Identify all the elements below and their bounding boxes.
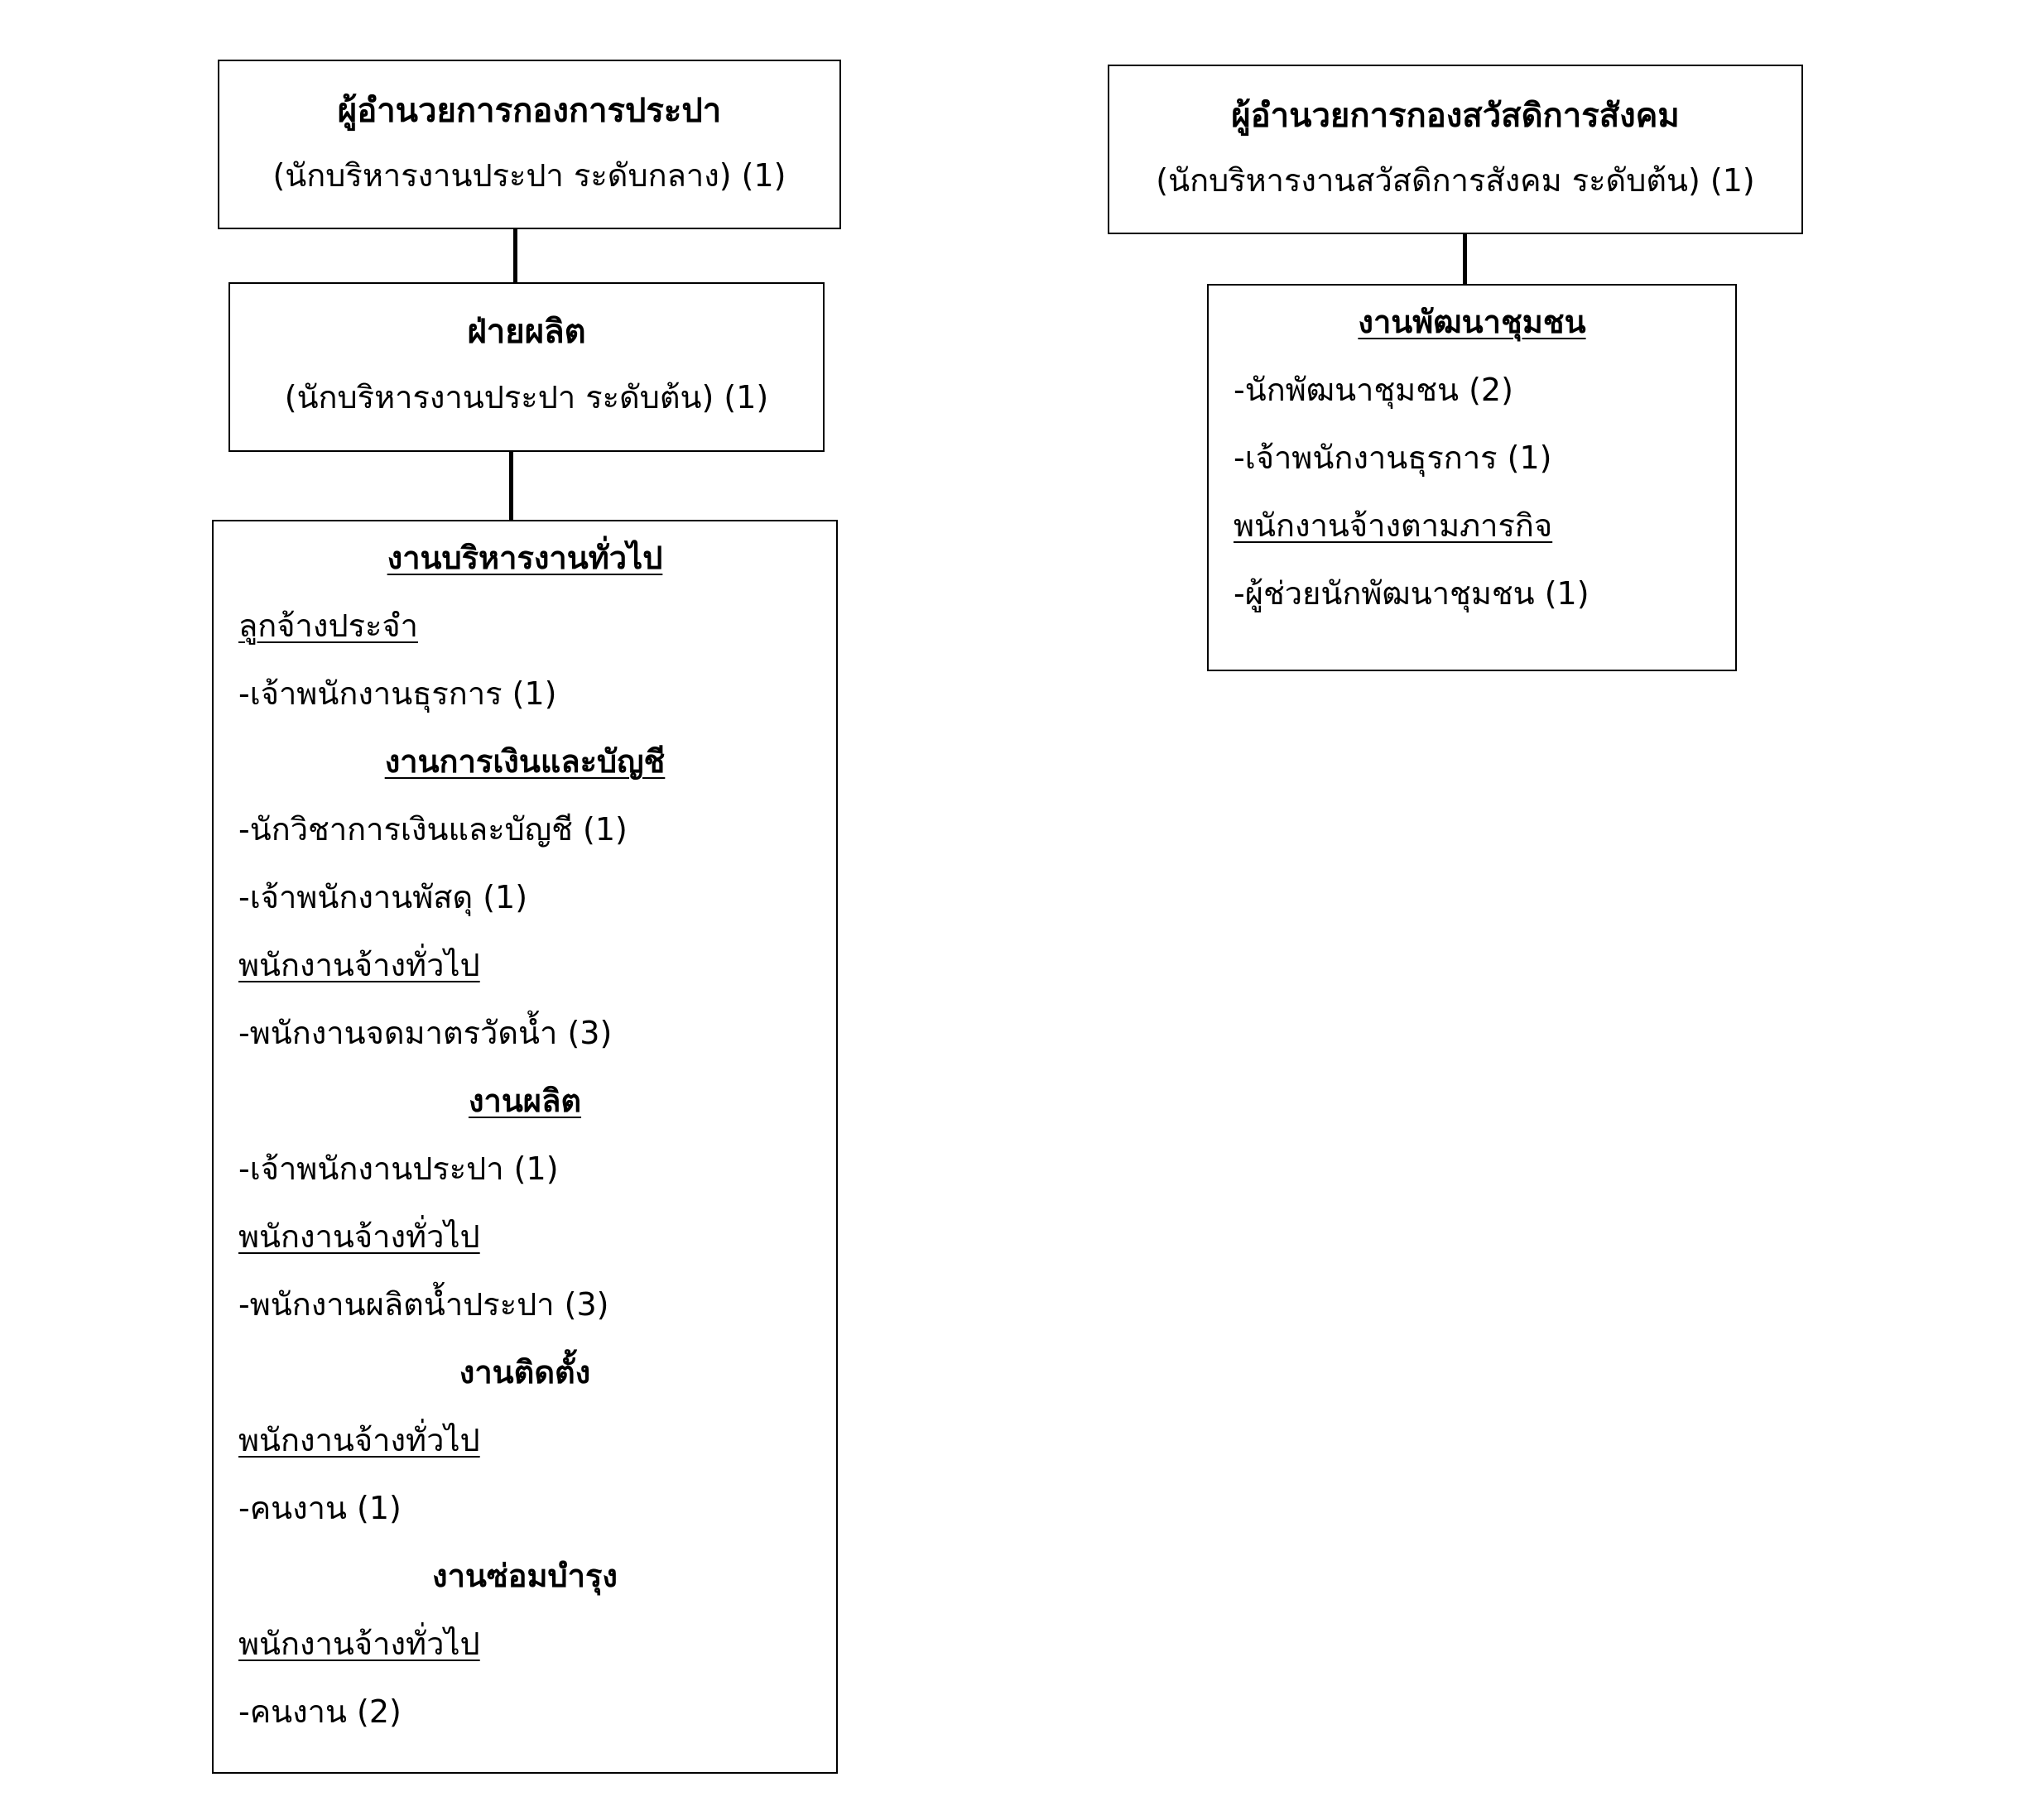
welfare-director-subtitle: (นักบริหารงานสวัสดิการสังคม ระดับต้น) (1) xyxy=(1156,162,1755,199)
category-permanent-employee: ลูกจ้างประจำ xyxy=(238,608,418,644)
water-director-title: ผู้อำนวยการกองการประปา xyxy=(337,92,722,130)
production-section-title: ฝ่ายผลิต xyxy=(467,313,586,351)
unit-heading-maintenance: งานซ่อมบำรุง xyxy=(432,1558,618,1594)
list-item: -นักวิชาการเงินและบัญชี (1) xyxy=(238,811,628,848)
water-units-box xyxy=(212,520,838,1774)
unit-heading-finance: งานการเงินและบัญชี xyxy=(384,743,666,780)
unit-heading-production: งานผลิต xyxy=(468,1083,582,1119)
welfare-director-title: ผู้อำนวยการกองสวัสดิการสังคม xyxy=(1231,97,1680,135)
production-section-subtitle: (นักบริหารงานประปา ระดับต้น) (1) xyxy=(284,379,769,415)
list-item: -พนักงานผลิตน้ำประปา (3) xyxy=(238,1286,609,1323)
list-item: -คนงาน (2) xyxy=(238,1693,402,1730)
list-item: -เจ้าพนักงานธุรการ (1) xyxy=(1234,439,1552,476)
list-item: -นักพัฒนาชุมชน (2) xyxy=(1234,372,1513,408)
community-dev-box xyxy=(1207,284,1737,671)
connector-welfare-director-unit xyxy=(1463,234,1467,285)
welfare-director-box xyxy=(1108,65,1803,234)
unit-heading-general-admin: งานบริหารงานทั่วไป xyxy=(387,540,663,576)
unit-heading-installation: งานติดตั้ง xyxy=(459,1354,591,1391)
category-mission-employee: พนักงานจ้างตามภารกิจ xyxy=(1234,507,1553,544)
list-item: -พนักงานจดมาตรวัดน้ำ (3) xyxy=(238,1015,613,1051)
category-general-employee: พนักงานจ้างทั่วไป xyxy=(238,1218,480,1255)
connector-section-units xyxy=(509,452,513,520)
unit-heading-community-dev: งานพัฒนาชุมชน xyxy=(1358,304,1586,340)
category-general-employee: พนักงานจ้างทั่วไป xyxy=(238,1422,480,1458)
connector-director-section xyxy=(513,229,517,283)
water-director-box xyxy=(218,60,841,229)
water-director-subtitle: (นักบริหารงานประปา ระดับกลาง) (1) xyxy=(272,157,786,194)
category-general-employee: พนักงานจ้างทั่วไป xyxy=(238,1626,480,1662)
list-item: -คนงาน (1) xyxy=(238,1490,402,1526)
list-item: -เจ้าพนักงานพัสดุ (1) xyxy=(238,879,528,915)
production-section-box xyxy=(228,282,825,452)
list-item: -เจ้าพนักงานธุรการ (1) xyxy=(238,675,557,712)
category-general-employee: พนักงานจ้างทั่วไป xyxy=(238,947,480,983)
list-item: -เจ้าพนักงานประปา (1) xyxy=(238,1150,559,1187)
list-item: -ผู้ช่วยนักพัฒนาชุมชน (1) xyxy=(1234,575,1590,612)
